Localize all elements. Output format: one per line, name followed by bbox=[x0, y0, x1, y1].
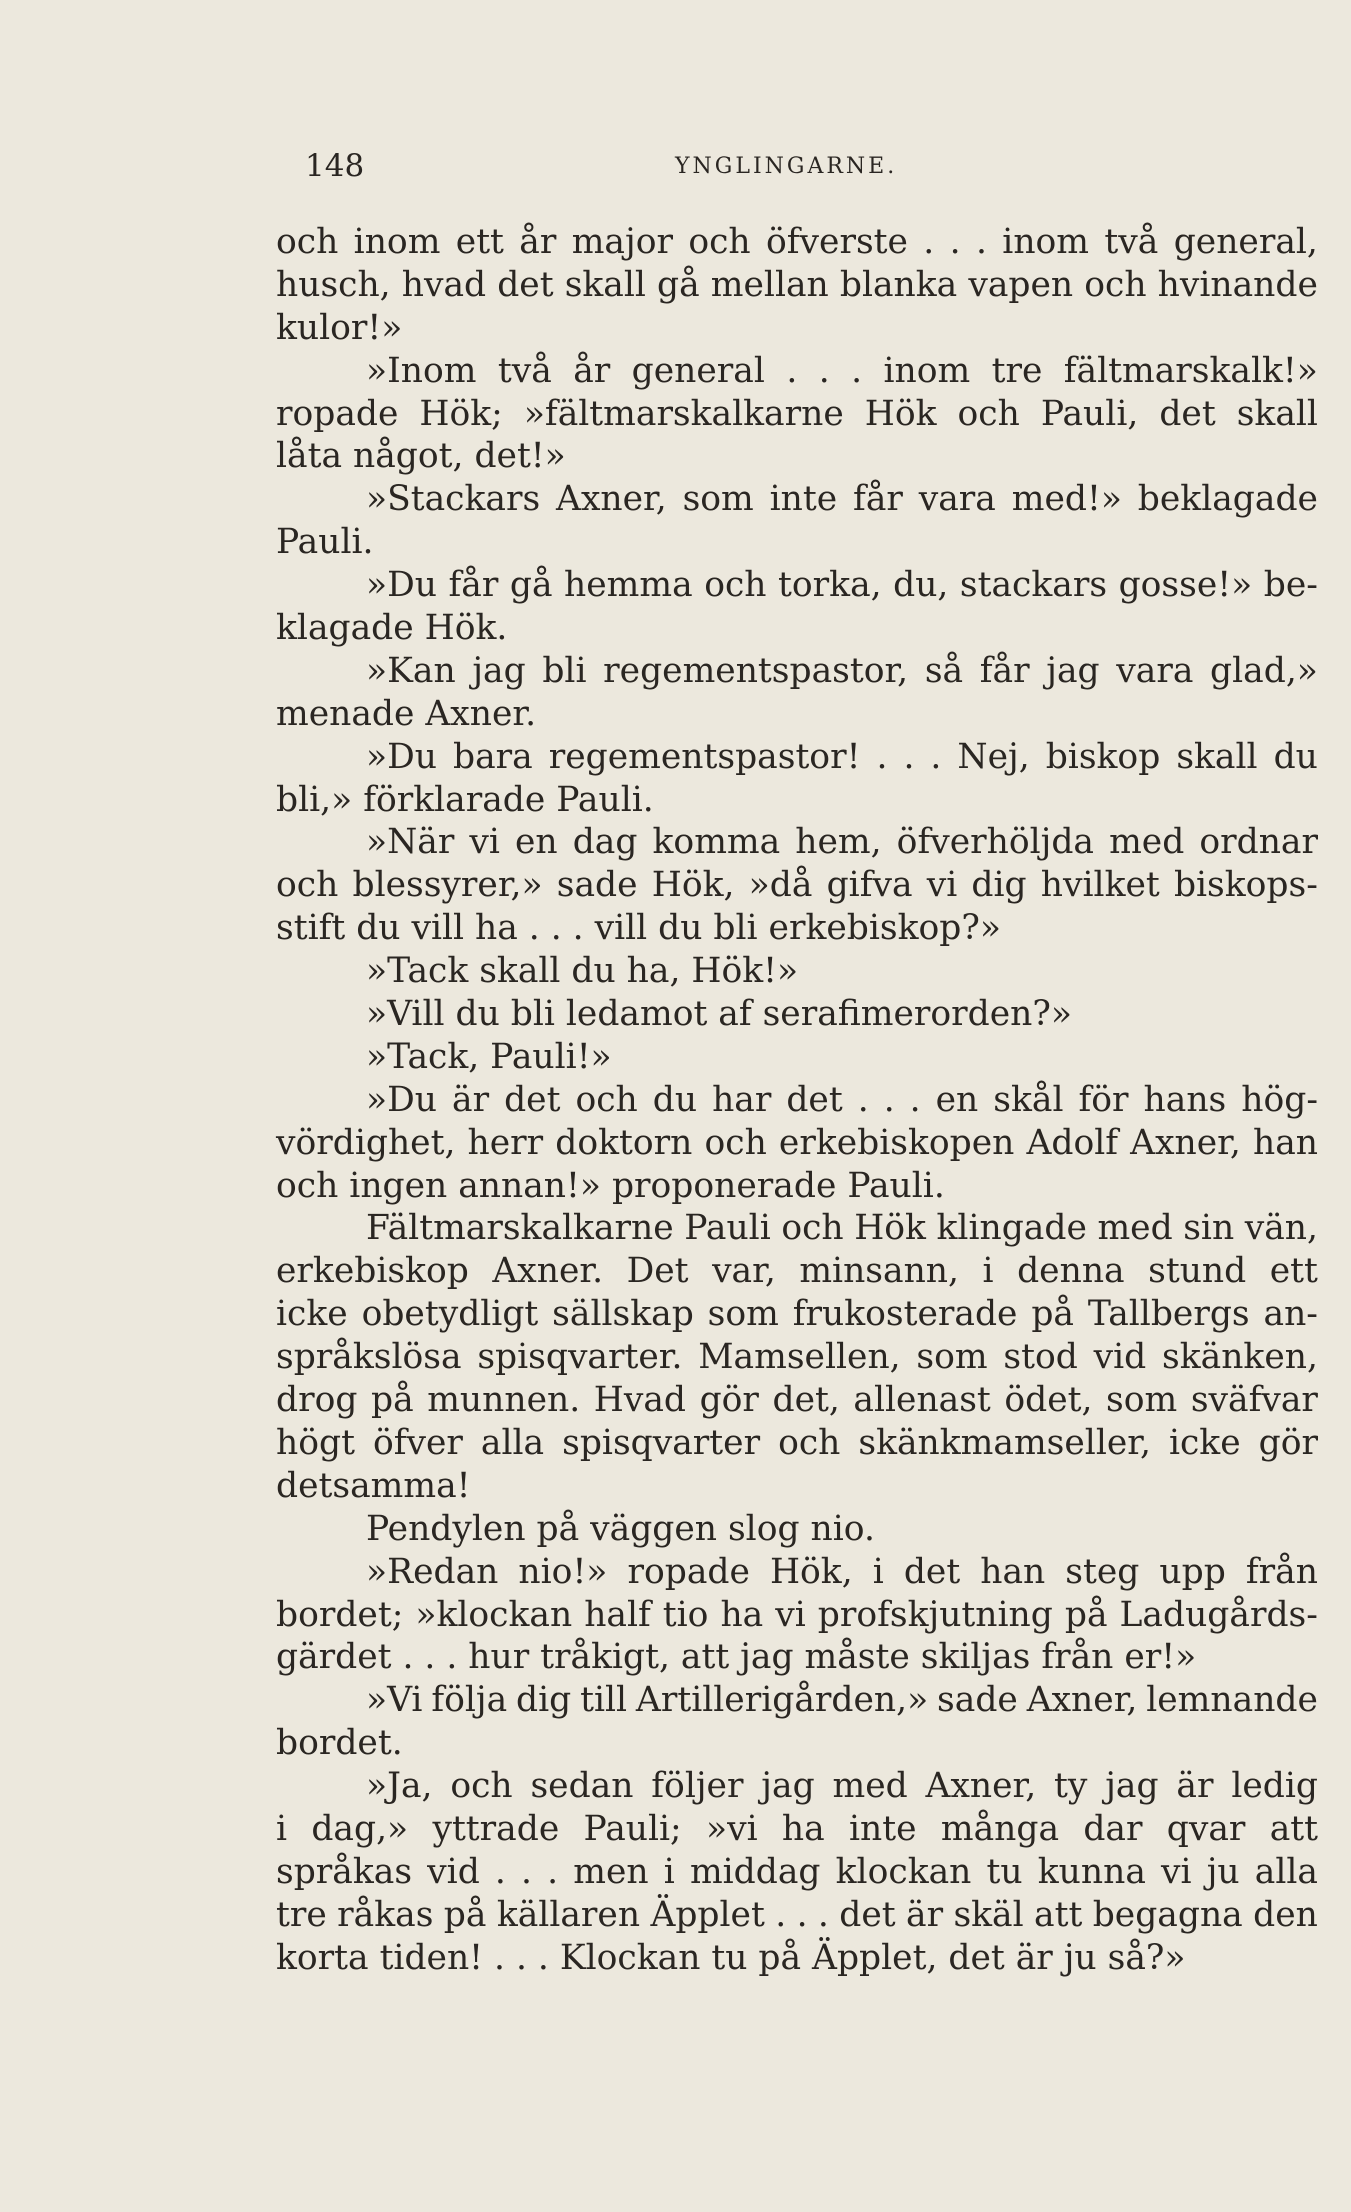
text-line: högt öfver alla spisqvarter och skänkmamseller, icke gör bbox=[276, 1422, 1318, 1463]
page-header bbox=[305, 148, 1305, 198]
text-line: detsamma! bbox=[276, 1465, 471, 1506]
text-line: »Tack, Pauli!» bbox=[366, 1036, 612, 1077]
text-line: »Stackars Axner, som inte får vara med!» beklagade bbox=[366, 479, 1318, 520]
text-line: »Ja, och sedan följer jag med Axner, ty jag är ledig bbox=[366, 1766, 1318, 1807]
text-line: »Du bara regementspastor! . . . Nej, biskop skall du bbox=[366, 736, 1318, 777]
text-line: »Vill du bli ledamot af serafimerorden?» bbox=[366, 994, 1073, 1035]
text-line: och ingen annan!» proponerade Pauli. bbox=[276, 1165, 945, 1206]
text-line: »Du får gå hemma och torka, du, stackars gosse!» be- bbox=[366, 565, 1318, 606]
text-line: tre råkas på källaren Äpplet . . . det är skäl att begagna den bbox=[276, 1894, 1318, 1935]
text-line: och blessyrer,» sade Hök, »då gifva vi dig hvilket biskops- bbox=[276, 865, 1318, 906]
text-line: Fältmarskalkarne Pauli och Hök klingade med sin vän, bbox=[366, 1208, 1318, 1249]
text-line: drog på munnen. Hvad gör det, allenast ödet, som sväfvar bbox=[276, 1380, 1318, 1421]
text-line: vördighet, herr doktorn och erkebiskopen Adolf Axner, han bbox=[276, 1122, 1318, 1163]
running-title: YNGLINGARNE. bbox=[675, 154, 898, 179]
text-line: och inom ett år major och öfverste . . . inom två general, bbox=[276, 222, 1318, 262]
text-line: stift du vill ha . . . vill du bli erkebiskop?» bbox=[276, 908, 1001, 949]
text-line: kulor!» bbox=[276, 307, 403, 348]
text-line: i dag,» yttrade Pauli; »vi ha inte många dar qvar att bbox=[276, 1808, 1318, 1849]
text-line: språkas vid . . . men i middag klockan tu kunna vi ju alla bbox=[276, 1851, 1318, 1892]
text-line: »Tack skall du ha, Hök!» bbox=[366, 951, 799, 992]
text-line: bli,» förklarade Pauli. bbox=[276, 779, 654, 820]
text-line: erkebiskop Axner. Det var, minsann, i denna stund ett bbox=[276, 1251, 1318, 1292]
text-line: klagade Hök. bbox=[276, 608, 508, 649]
text-line: »Vi följa dig till Artillerigården,» sade Axner, lemnande bbox=[366, 1680, 1318, 1721]
page-number: 148 bbox=[305, 148, 365, 184]
text-line: låta något, det!» bbox=[276, 436, 566, 477]
text-line: korta tiden! . . . Klockan tu på Äpplet, det är ju så?» bbox=[276, 1937, 1186, 1978]
text-line: bordet. bbox=[276, 1723, 403, 1764]
text-line: Pauli. bbox=[276, 522, 374, 563]
text-line: menade Axner. bbox=[276, 693, 537, 734]
body-text bbox=[276, 221, 1318, 1980]
text-line: ropade Hök; »fältmarskalkarne Hök och Pauli, det skall bbox=[276, 393, 1318, 434]
text-line: icke obetydligt sällskap som frukosterade på Tallbergs an- bbox=[276, 1294, 1318, 1335]
text-line: husch, hvad det skall gå mellan blanka vapen och hvinande bbox=[276, 264, 1318, 305]
text-line: »Du är det och du har det . . . en skål för hans hög- bbox=[366, 1079, 1318, 1120]
text-line: »När vi en dag komma hem, öfverhöljda med ordnar bbox=[366, 822, 1318, 863]
text-line: Pendylen på väggen slog nio. bbox=[366, 1508, 875, 1549]
text-line: »Inom två år general . . . inom tre fältmarskalk!» bbox=[366, 350, 1318, 391]
text-line: bordet; »klockan half tio ha vi profskjutning på Ladugårds- bbox=[276, 1594, 1318, 1635]
text-line: språkslösa spisqvarter. Mamsellen, som stod vid skänken, bbox=[276, 1337, 1318, 1378]
text-line: »Redan nio!» ropade Hök, i det han steg upp från bbox=[366, 1551, 1318, 1592]
text-line: gärdet . . . hur tråkigt, att jag måste skiljas från er!» bbox=[276, 1637, 1197, 1678]
text-line: »Kan jag bli regementspastor, så får jag vara glad,» bbox=[366, 650, 1318, 691]
